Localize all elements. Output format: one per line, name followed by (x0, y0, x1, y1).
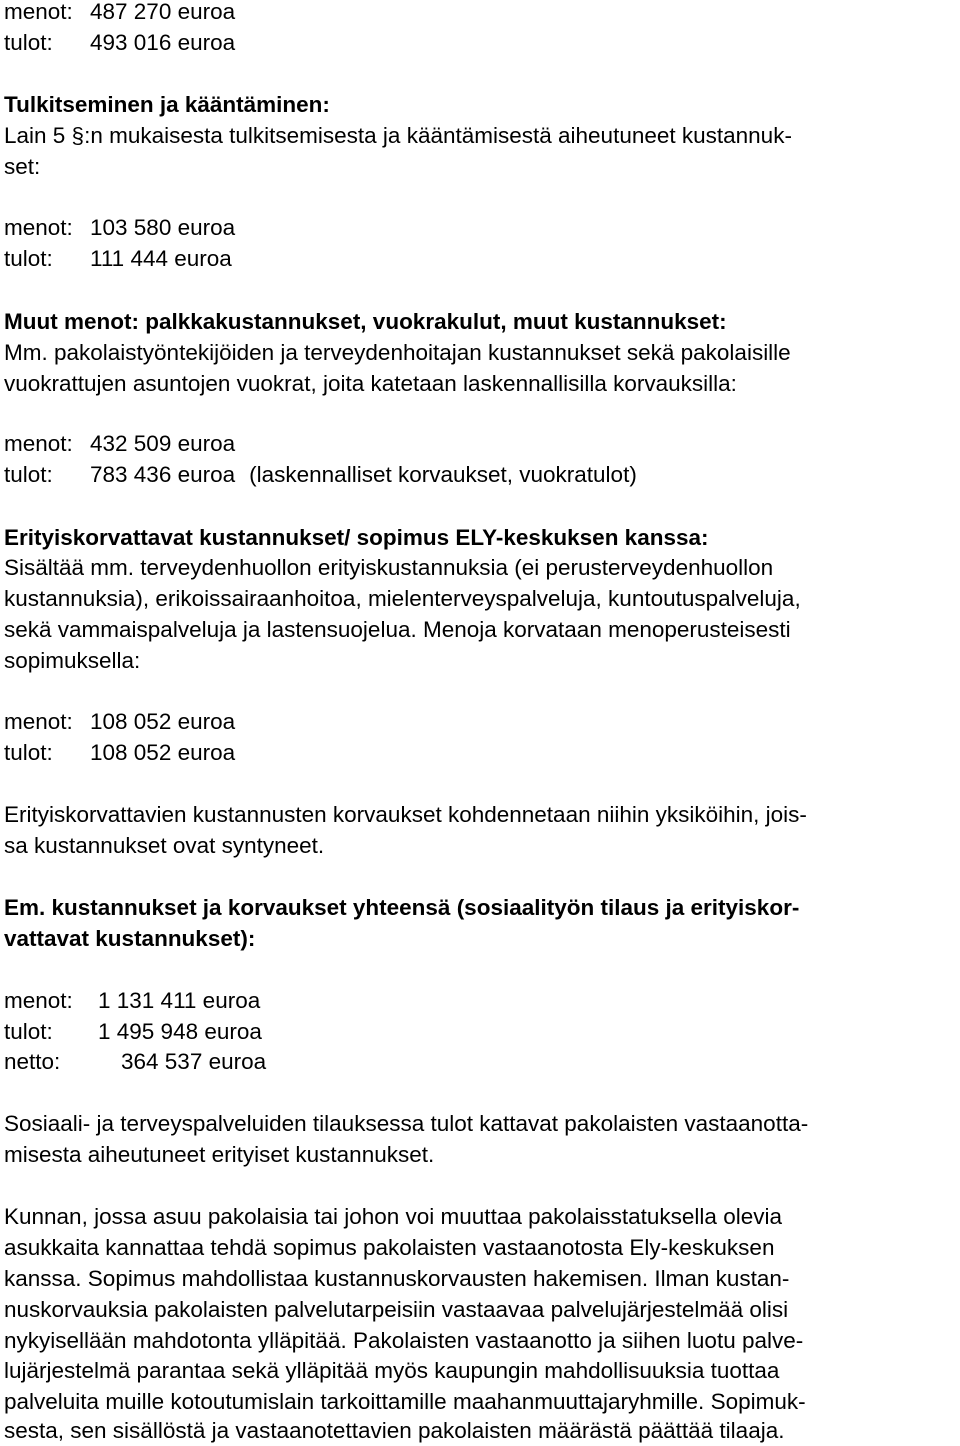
tulot-value: 1 495 948 euroa (98, 1019, 262, 1044)
tulot-value: 493 016 euroa (90, 30, 236, 55)
totals-tulot-row (4, 1016, 262, 1047)
translation-menot-row (4, 212, 235, 243)
block1-tulot-row (4, 27, 235, 58)
paragraph2-line: nuskorvauksia pakolaisten palvelutarpeisiin vastaavaa palvelujärjestelmää olisi (4, 1297, 789, 1322)
special-costs-note-line: Erityiskorvattavien kustannusten korvaukset kohdennetaan niihin yksiköihin, jois- (4, 802, 807, 827)
menot-label: menot: (4, 431, 73, 456)
block1-menot-row (4, 0, 235, 27)
tulot-note: (laskennalliset korvaukset, vuokratulot) (249, 462, 637, 487)
other-costs-text-line: Mm. pakolaistyöntekijöiden ja terveydenhoitajan kustannukset sekä pakolaisille (4, 340, 791, 365)
other-costs-text-line: vuokrattujen asuntojen vuokrat, joita katetaan laskennallisilla korvauksilla: (4, 371, 737, 396)
special-costs-text-line: sekä vammaispalveluja ja lastensuojelua. Menoja korvataan menoperusteisesti (4, 617, 791, 642)
paragraph2-line: asukkaita kannattaa tehdä sopimus pakolaisten vastaanotosta Ely-keskuksen (4, 1235, 775, 1260)
paragraph1-line: Sosiaali- ja terveyspalveluiden tilauksessa tulot kattavat pakolaisten vastaanotta- (4, 1111, 809, 1136)
tulot-label: tulot: (4, 246, 53, 271)
menot-label: menot: (4, 0, 73, 24)
translation-tulot-row (4, 243, 232, 274)
other-costs-tulot-row (4, 459, 637, 490)
tulot-label: tulot: (4, 462, 53, 487)
paragraph1-line: misesta aiheutuneet erityiset kustannukset. (4, 1142, 435, 1167)
tulot-value: 783 436 euroa (90, 462, 236, 487)
tulot-label: tulot: (4, 30, 53, 55)
special-costs-text-line: kustannuksia), erikoissairaanhoitoa, mielenterveyspalveluja, kuntoutuspalveluja, (4, 586, 801, 611)
menot-value: 432 509 euroa (90, 431, 236, 456)
translation-heading: Tulkitseminen ja kääntäminen: (4, 92, 330, 117)
netto-label: netto: (4, 1049, 61, 1074)
menot-label: menot: (4, 709, 73, 734)
tulot-label: tulot: (4, 1019, 53, 1044)
translation-text-line: set: (4, 154, 41, 179)
netto-value: 364 537 euroa (121, 1049, 267, 1074)
tulot-label: tulot: (4, 740, 53, 765)
totals-menot-row (4, 985, 260, 1016)
special-costs-tulot-row (4, 737, 235, 768)
other-costs-menot-row (4, 428, 235, 459)
tulot-value: 111 444 euroa (90, 246, 232, 271)
menot-value: 487 270 euroa (90, 0, 236, 24)
paragraph2-line: palveluita muille kotoutumislain tarkoittamille maahanmuuttajaryhmille. Sopimuk- (4, 1389, 806, 1414)
special-costs-menot-row (4, 706, 235, 737)
paragraph2-line: nykyisellään mahdotonta ylläpitää. Pakolaisten vastaanotto ja siihen luotu palve- (4, 1328, 804, 1353)
totals-heading-line: vattavat kustannukset): (4, 926, 256, 951)
menot-value: 1 131 411 euroa (98, 988, 261, 1013)
translation-text-line: Lain 5 §:n mukaisesta tulkitsemisesta ja kääntämisestä aiheutuneet kustannuk- (4, 123, 792, 148)
paragraph2-line: lujärjestelmä parantaa sekä ylläpitää myös kaupungin mahdollisuuksia tuottaa (4, 1358, 780, 1383)
paragraph2-line: sesta, sen sisällöstä ja vastaanotettavien pakolaisten määrästä päättää tilaaja. (4, 1418, 785, 1443)
totals-netto-row (4, 1046, 266, 1077)
menot-label: menot: (4, 988, 73, 1013)
special-costs-heading: Erityiskorvattavat kustannukset/ sopimus ELY-keskuksen kanssa: (4, 525, 709, 550)
paragraph2-line: kanssa. Sopimus mahdollistaa kustannuskorvausten hakemisen. Ilman kustan- (4, 1266, 790, 1291)
special-costs-note-line: sa kustannukset ovat syntyneet. (4, 833, 325, 858)
totals-heading-line: Em. kustannukset ja korvaukset yhteensä (sosiaalityön tilaus ja erityiskor- (4, 895, 800, 920)
special-costs-text-line: Sisältää mm. terveydenhuollon erityiskustannuksia (ei perusterveydenhuollon (4, 555, 774, 580)
paragraph2-line: Kunnan, jossa asuu pakolaisia tai johon voi muuttaa pakolaisstatuksella olevia (4, 1204, 782, 1229)
menot-value: 103 580 euroa (90, 215, 236, 240)
tulot-value: 108 052 euroa (90, 740, 236, 765)
menot-label: menot: (4, 215, 73, 240)
menot-value: 108 052 euroa (90, 709, 236, 734)
other-costs-heading: Muut menot: palkkakustannukset, vuokrakulut, muut kustannukset: (4, 309, 727, 334)
special-costs-text-line: sopimuksella: (4, 648, 141, 673)
